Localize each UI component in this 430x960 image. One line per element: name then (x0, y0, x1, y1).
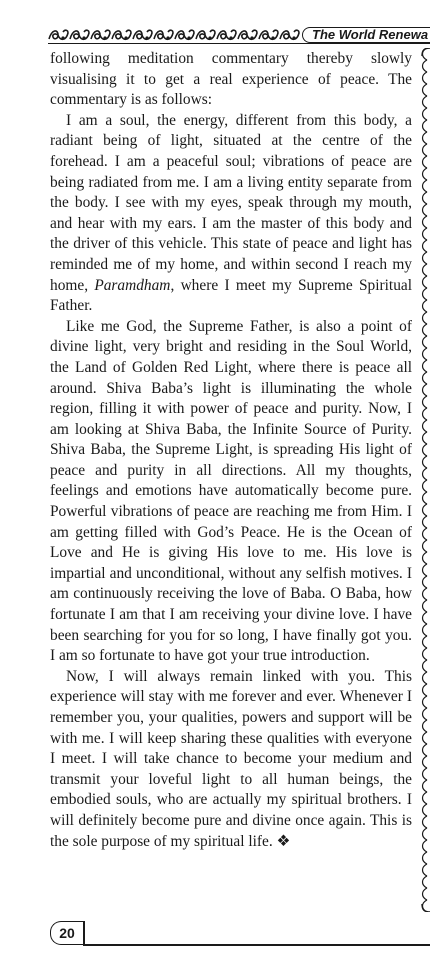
magazine-title: The World Renewa (302, 27, 430, 43)
paragraph (50, 111, 412, 317)
article-body (50, 49, 412, 852)
scroll-ornament-icon (48, 27, 300, 43)
paragraph: following meditation commentary thereby slowly visualising it to get a real experience of peace. The commentary is as follows: (50, 50, 412, 109)
paragraph-text: I am a soul, the energy, different from this body, a radiant being of light, situated at the centre of the forehead. I am a peaceful soul; vibrations of peace are being radiated from me. I am a living entity separate from the body. I see with my eyes, speak through my mouth, and hear with my ears. I am the master of this body and the driver of this vehicle. This state of peace and light has reminded me of my home, and within second I reach my home, (50, 111, 412, 294)
scroll-border-icon (418, 48, 430, 912)
paragraph-text: , where I meet my Supreme Spiritual Father. (50, 276, 413, 315)
page-header (48, 27, 430, 43)
header-rule (48, 43, 430, 44)
page-footer (50, 921, 430, 947)
paragraph: Like me God, the Supreme Father, is also a point of divine light, very bright and residing in the Soul World, the Land of Golden Red Light, where there is peace all around. Shiva Baba’s light is illuminating the whole region, filling it with power of peace and purity. Now, I am looking at Shiva Baba, the Infinite Source of Purity. Shiva Baba, the Supreme Light, is spreading His light of peace and purity in all directions. All my thoughts, feelings and emotions have automatically become pure. Powerful vibrations of peace are reaching me from Him. I am getting filled with God’s Peace. He is the Ocean of Love and He is giving His love to me. His love is impartial and unconditional, without any selfish motives. I am continuously receiving the love of Baba. O Baba, how fortunate I am that I am receiving your divine love. I have been searching for you for so long, I have finally got you. I am so fortunate to have got your true introduction. (50, 317, 412, 665)
paragraph: Now, I will always remain linked with you. This experience will stay with me forever and ever. Whenever I remember you, your qualities, powers and support will be with me. I will keep sharing these qualities with everyone I meet. I will take chance to become your medium and transmit your loveful light to all human beings, the embodied souls, who are actually my spiritual brothers. I will definitely become pure and divine once again. This is the sole purpose of my spiritual life. ❖ (50, 667, 412, 850)
footer-divider (83, 921, 85, 946)
footer-rule (84, 944, 430, 946)
emphasis-text: Paramdham (94, 276, 171, 294)
page-number: 20 (50, 921, 83, 945)
